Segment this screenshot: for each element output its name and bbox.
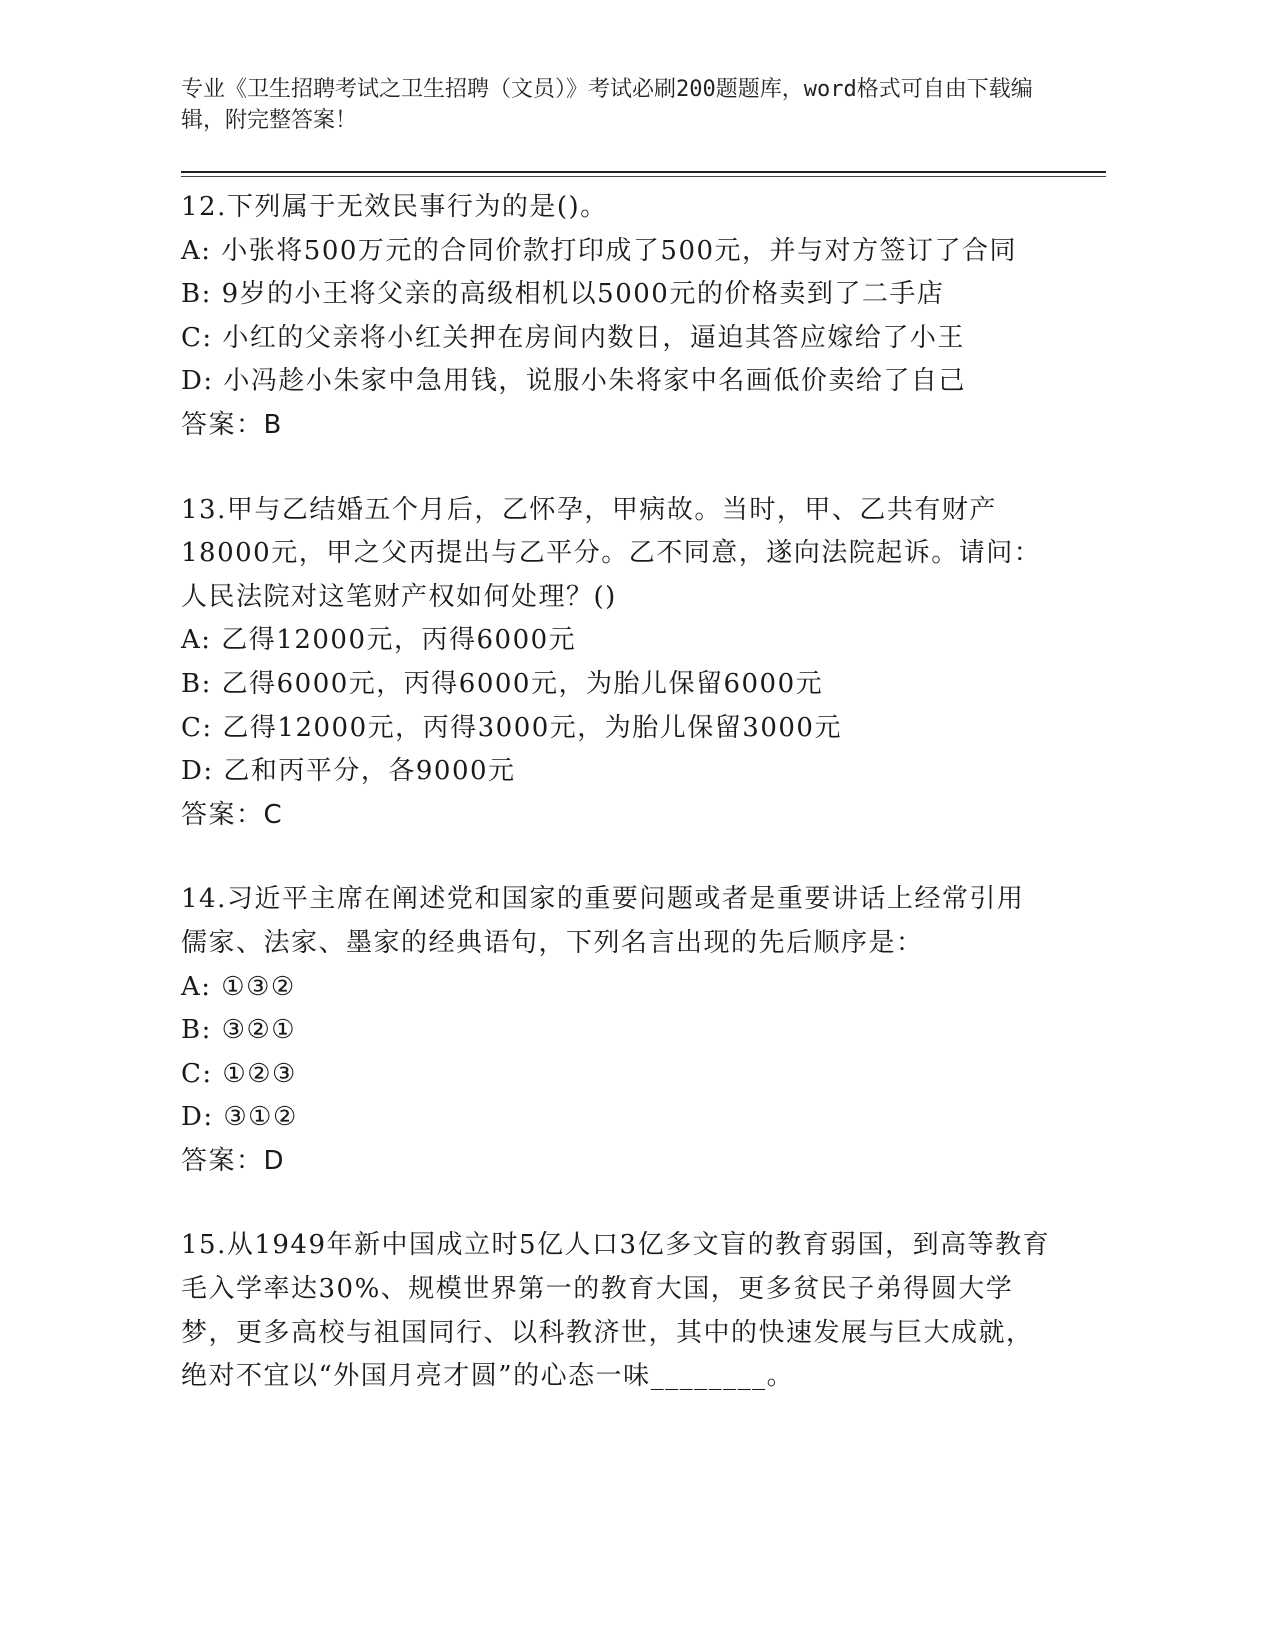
option-d: D: 乙和丙平分，各9000元 bbox=[181, 756, 516, 787]
answer-line: 答案：B bbox=[181, 409, 283, 440]
option-a: A: 乙得12000元，丙得6000元 bbox=[181, 625, 577, 656]
option-d: D: ③①② bbox=[181, 1102, 298, 1133]
question-list bbox=[181, 186, 1051, 1440]
header-rule-thin bbox=[181, 176, 1106, 177]
option-c: C: 乙得12000元，丙得3000元，为胎儿保留3000元 bbox=[181, 712, 842, 743]
question-stem: 12.下列属于无效民事行为的是()。 bbox=[181, 192, 608, 222]
question-15 bbox=[181, 1224, 1051, 1398]
option-a: A: 小张将500万元的合同价款打印成了500元，并与对方签订了合同 bbox=[181, 235, 1018, 266]
option-c: C: ①②③ bbox=[181, 1058, 297, 1089]
answer-line: 答案：C bbox=[181, 799, 284, 830]
option-b: B: 乙得6000元，丙得6000元，为胎儿保留6000元 bbox=[181, 668, 824, 699]
question-stem: 15.从1949年新中国成立时5亿人口3亿多文盲的教育弱国，到高等教育毛入学率达30%、规模世界第一的教育大国，更多贫民子弟得圆大学梦，更多高校与祖国同行、以科教济世，其中的快速发展与巨大成就，绝对不宜以“外国月亮才圆”的心态一味________。 bbox=[181, 1230, 1051, 1392]
option-b: B: ③②① bbox=[181, 1015, 297, 1046]
option-b: B: 9岁的小王将父亲的高级相机以5000元的价格卖到了二手店 bbox=[181, 279, 945, 310]
option-c: C: 小红的父亲将小红关押在房间内数日，逼迫其答应嫁给了小王 bbox=[181, 322, 965, 353]
question-stem: 14.习近平主席在阐述党和国家的重要问题或者是重要讲话上经常引用儒家、法家、墨家的经典语句，下列名言出现的先后顺序是： bbox=[181, 884, 1025, 958]
question-12 bbox=[181, 186, 1051, 448]
option-d: D: 小冯趁小朱家中急用钱，说服小朱将家中名画低价卖给了自己 bbox=[181, 366, 966, 397]
question-13 bbox=[181, 489, 1051, 838]
answer-line: 答案：D bbox=[181, 1145, 286, 1176]
question-stem: 13.甲与乙结婚五个月后，乙怀孕，甲病故。当时，甲、乙共有财产18000元，甲之父丙提出与乙平分。乙不同意，遂向法院起诉。请问：人民法院对这笔财产权如何处理？() bbox=[181, 494, 1042, 612]
document-header: 专业《卫生招聘考试之卫生招聘（文员）》考试必刷200题题库，word格式可自由下载编辑，附完整答案！ bbox=[181, 77, 1033, 133]
option-a: A: ①③② bbox=[181, 971, 296, 1002]
question-14 bbox=[181, 878, 1051, 1183]
header-rule-thick bbox=[181, 171, 1106, 173]
